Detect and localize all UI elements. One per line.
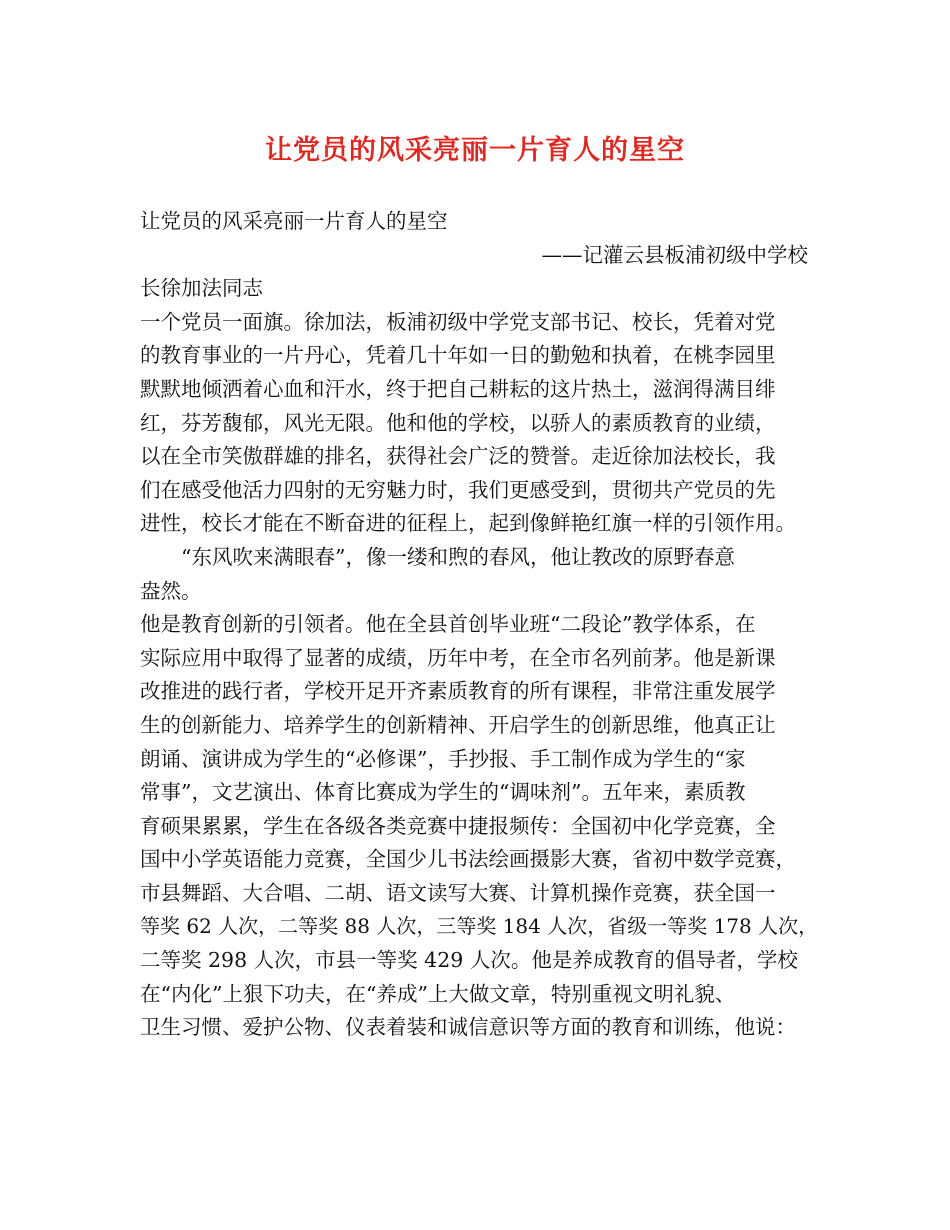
text-line: 二等奖 298 人次，市县一等奖 429 人次。他是养成教育的倡导者，学校 xyxy=(140,948,798,973)
text-line: 实际应用中取得了显著的成绩，历年中考，在全市名列前茅。他是新课 xyxy=(140,645,776,670)
text-line: 等奖 62 人次，二等奖 88 人次，三等奖 184 人次，省级一等奖 178 人次， xyxy=(140,914,819,939)
text-line: 长徐加法同志 xyxy=(140,276,263,301)
text-line: 默默地倾洒着心血和汗水，终于把自己耕耘的这片热土，滋润得满目绯 xyxy=(140,376,776,401)
text-line: 以在全市笑傲群雄的排名，获得社会广泛的赞誉。走近徐加法校长，我 xyxy=(140,444,776,469)
text-line: 让党员的风采亮丽一片育人的星空 xyxy=(140,209,448,233)
text-line-byline: ——记灌云县板浦初级中学校 xyxy=(541,242,808,267)
text-line: 的教育事业的一片丹心，凭着几十年如一日的勤勉和执着，在桃李园里 xyxy=(140,343,776,368)
text-line: 盎然。 xyxy=(140,578,202,603)
text-line: 改推进的践行者，学校开足开齐素质教育的所有课程，非常注重发展学 xyxy=(140,679,776,704)
document-title: 让党员的风采亮丽一片育人的星空 xyxy=(265,135,685,166)
text-line: 红，芬芳馥郁，风光无限。他和他的学校，以骄人的素质教育的业绩， xyxy=(140,410,776,435)
text-line: 进性，校长才能在不断奋进的征程上，起到像鲜艳红旗一样的引领作用。 xyxy=(140,511,796,536)
text-line: 育硕果累累，学生在各级各类竞赛中捷报频传：全国初中化学竞赛，全 xyxy=(140,813,776,838)
text-line: 一个党员一面旗。徐加法，板浦初级中学党支部书记、校长，凭着对党 xyxy=(140,309,776,334)
text-line: 在“内化”上狠下功夫，在“养成”上大做文章，特别重视文明礼貌、 xyxy=(140,981,736,1006)
document-body xyxy=(140,205,820,1045)
text-line: 朗诵、演讲成为学生的“必修课”，手抄报、手工制作成为学生的“家 xyxy=(140,746,746,771)
text-line: 生的创新能力、培养学生的创新精神、开启学生的创新思维，他真正让 xyxy=(140,712,776,737)
text-line: 他是教育创新的引领者。他在全县首创毕业班“二段论”教学体系，在 xyxy=(140,612,756,637)
text-line: 常事”，文艺演出、体育比赛成为学生的“调味剂”。五年来，素质教 xyxy=(140,780,746,805)
text-line: 市县舞蹈、大合唱、二胡、语文读写大赛、计算机操作竞赛，获全国一 xyxy=(140,880,776,905)
text-line: 们在感受他活力四射的无穷魅力时，我们更感受到，贯彻共产党员的先 xyxy=(140,477,776,502)
text-line: 国中小学英语能力竞赛，全国少儿书法绘画摄影大赛，省初中数学竞赛， xyxy=(140,847,796,872)
text-line-indented: “东风吹来满眼春”，像一缕和煦的春风，他让教改的原野春意 xyxy=(181,544,735,569)
text-line: 卫生习惯、爱护公物、仪表着装和诚信意识等方面的教育和训练，他说： xyxy=(140,1015,796,1040)
